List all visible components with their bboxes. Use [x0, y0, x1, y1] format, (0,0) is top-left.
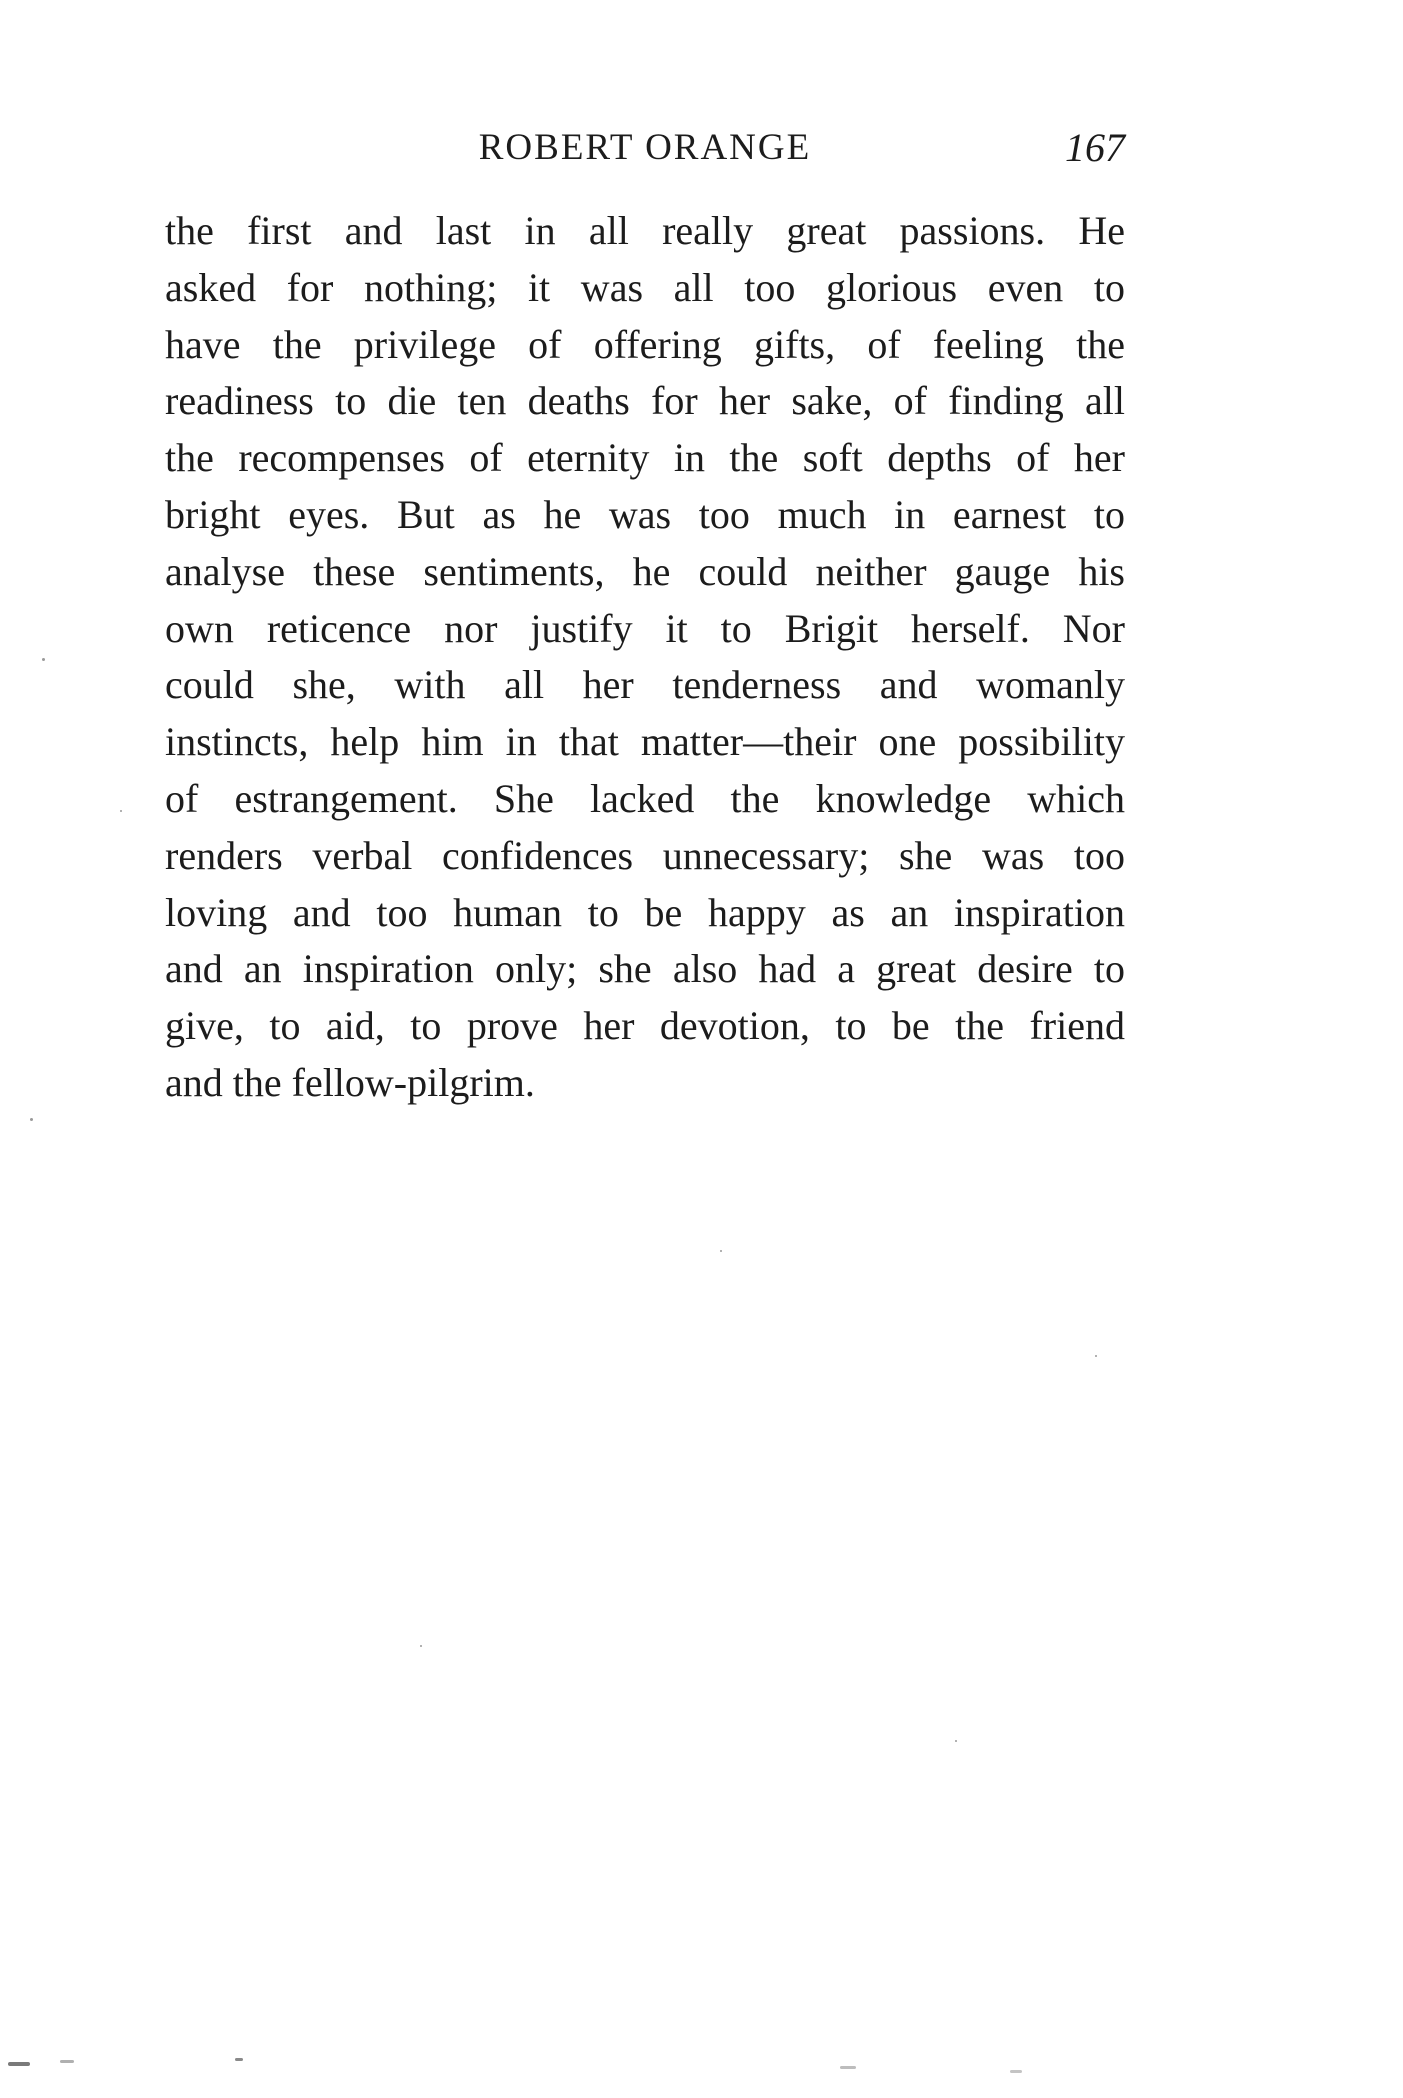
text-line: readiness to die ten deaths for her sake, of finding all — [165, 378, 1125, 424]
text-line: own reticence nor justify it to Brigit herself. Nor — [165, 605, 1125, 651]
paper-speck — [420, 1645, 422, 1647]
paper-speck — [720, 1250, 722, 1252]
text-line: the first and last in all really great passions. He — [165, 208, 1125, 253]
text-line: and an inspiration only; she also had a great desire to — [165, 946, 1125, 992]
text-line: renders verbal confidences unnecessary; she was too — [165, 832, 1125, 878]
paper-speck — [840, 2066, 856, 2069]
page-number: 167 — [1065, 125, 1125, 170]
text-line: asked for nothing; it was all too glorious even to — [165, 264, 1125, 310]
text-line: of estrangement. She lacked the knowledge which — [165, 775, 1125, 821]
text-line: analyse these sentiments, he could neither gauge his — [165, 548, 1125, 594]
text-line: could she, with all her tenderness and womanly — [165, 662, 1125, 708]
paper-speck — [8, 2062, 30, 2066]
text-line: instincts, help him in that matter—their one possibility — [165, 719, 1125, 765]
paper-speck — [60, 2060, 74, 2063]
paper-speck — [1095, 1355, 1097, 1357]
text-line: the recompenses of eternity in the soft depths of her — [165, 435, 1125, 481]
text-line: give, to aid, to prove her devotion, to be the friend — [165, 1003, 1125, 1049]
text-line: and the fellow-pilgrim. — [165, 1059, 535, 1105]
text-line: bright eyes. But as he was too much in earnest to — [165, 491, 1125, 537]
paper-speck — [955, 1740, 957, 1742]
paper-speck — [235, 2058, 243, 2061]
running-head — [165, 118, 1125, 178]
running-title: ROBERT ORANGE — [478, 127, 812, 168]
paper-speck — [120, 810, 122, 812]
text-line: loving and too human to be happy as an inspiration — [165, 889, 1125, 935]
paper-speck — [42, 658, 45, 661]
paper-speck — [30, 1118, 33, 1121]
paper-speck — [1010, 2070, 1022, 2073]
text-line: have the privilege of offering gifts, of feeling the — [165, 321, 1125, 367]
paragraph — [165, 203, 1125, 1112]
